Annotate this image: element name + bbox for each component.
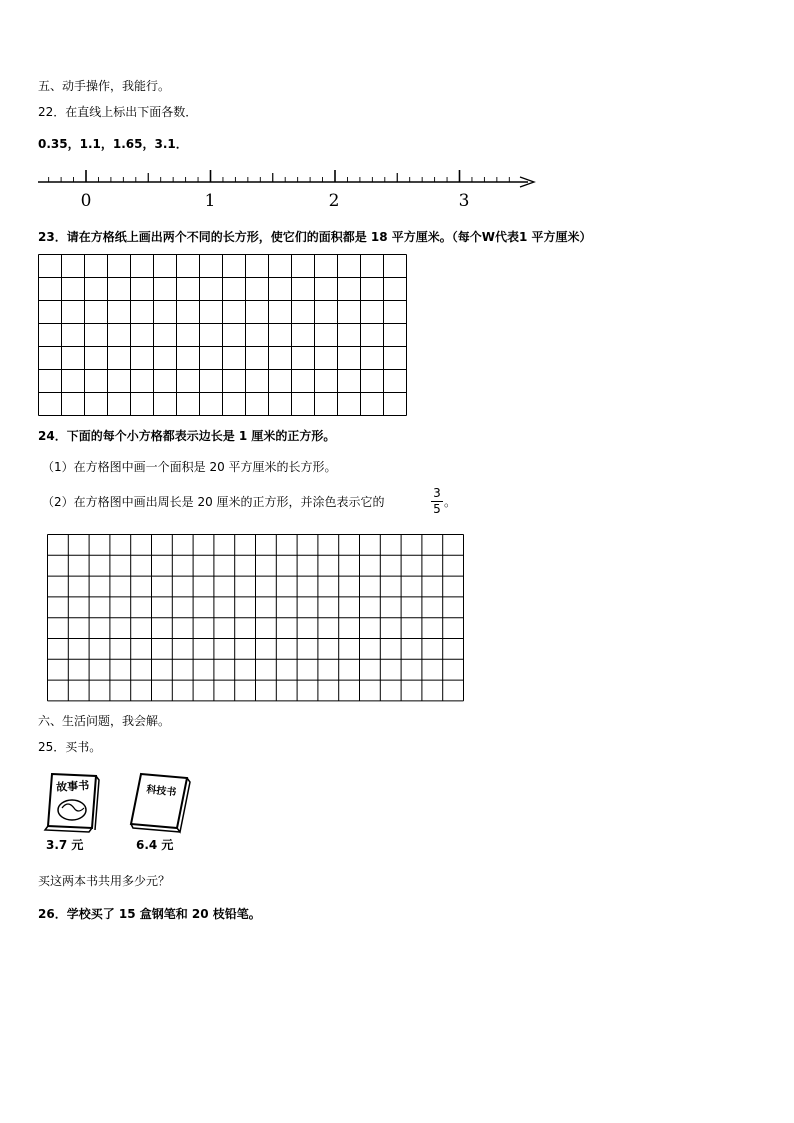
grid-paper-24 [47,534,465,704]
question-25-question: 买这两本书共用多少元？ [38,874,171,888]
fraction-numerator: 3 [433,486,441,500]
question-22-stem: 22．在直线上标出下面各数． [38,105,198,119]
tick-label-1: 1 [204,191,216,211]
question-24-part-2: （2）在方格图中画出周长是 20 厘米的正方形，并涂色表示它的 [42,495,385,509]
question-26-stem: 26．学校买了 15 盒钢笔和 20 枝铅笔。 [38,907,261,921]
tick-label-0: 0 [80,191,92,211]
question-22-numbers: 0.35，1.1，1.65，3.1． [38,137,188,151]
tick-label-3: 3 [458,191,470,211]
number-line [0,160,540,210]
storybook-cover-title: 故事书 [55,778,90,795]
grid-paper-23 [38,254,408,416]
fraction-three-fifths [431,487,443,516]
section-six-title: 六、生活问题，我会解。 [38,714,171,728]
question-23-stem: 23．请在方格纸上画出两个不同的长方形，使它们的面积都是 18 平方厘米。（每个W代表1 平方厘米） [38,230,592,244]
storybook-price: 3.7 元 [46,838,84,852]
tick-label-2: 2 [328,191,340,211]
science-book-icon [127,770,193,834]
storybook-icon [42,770,102,834]
question-24-part-2-end: 。 [444,495,457,509]
question-24-stem: 24．下面的每个小方格都表示边长是 1 厘米的正方形。 [38,429,336,443]
question-24-part-1: （1）在方格图中画一个面积是 20 平方厘米的长方形。 [42,460,337,474]
science-book-price: 6.4 元 [136,838,174,852]
fraction-denominator: 5 [433,502,441,516]
question-25-stem: 25．买书。 [38,740,102,754]
science-book-cover-title: 科技书 [145,784,177,799]
section-five-title: 五、动手操作，我能行。 [38,79,171,93]
